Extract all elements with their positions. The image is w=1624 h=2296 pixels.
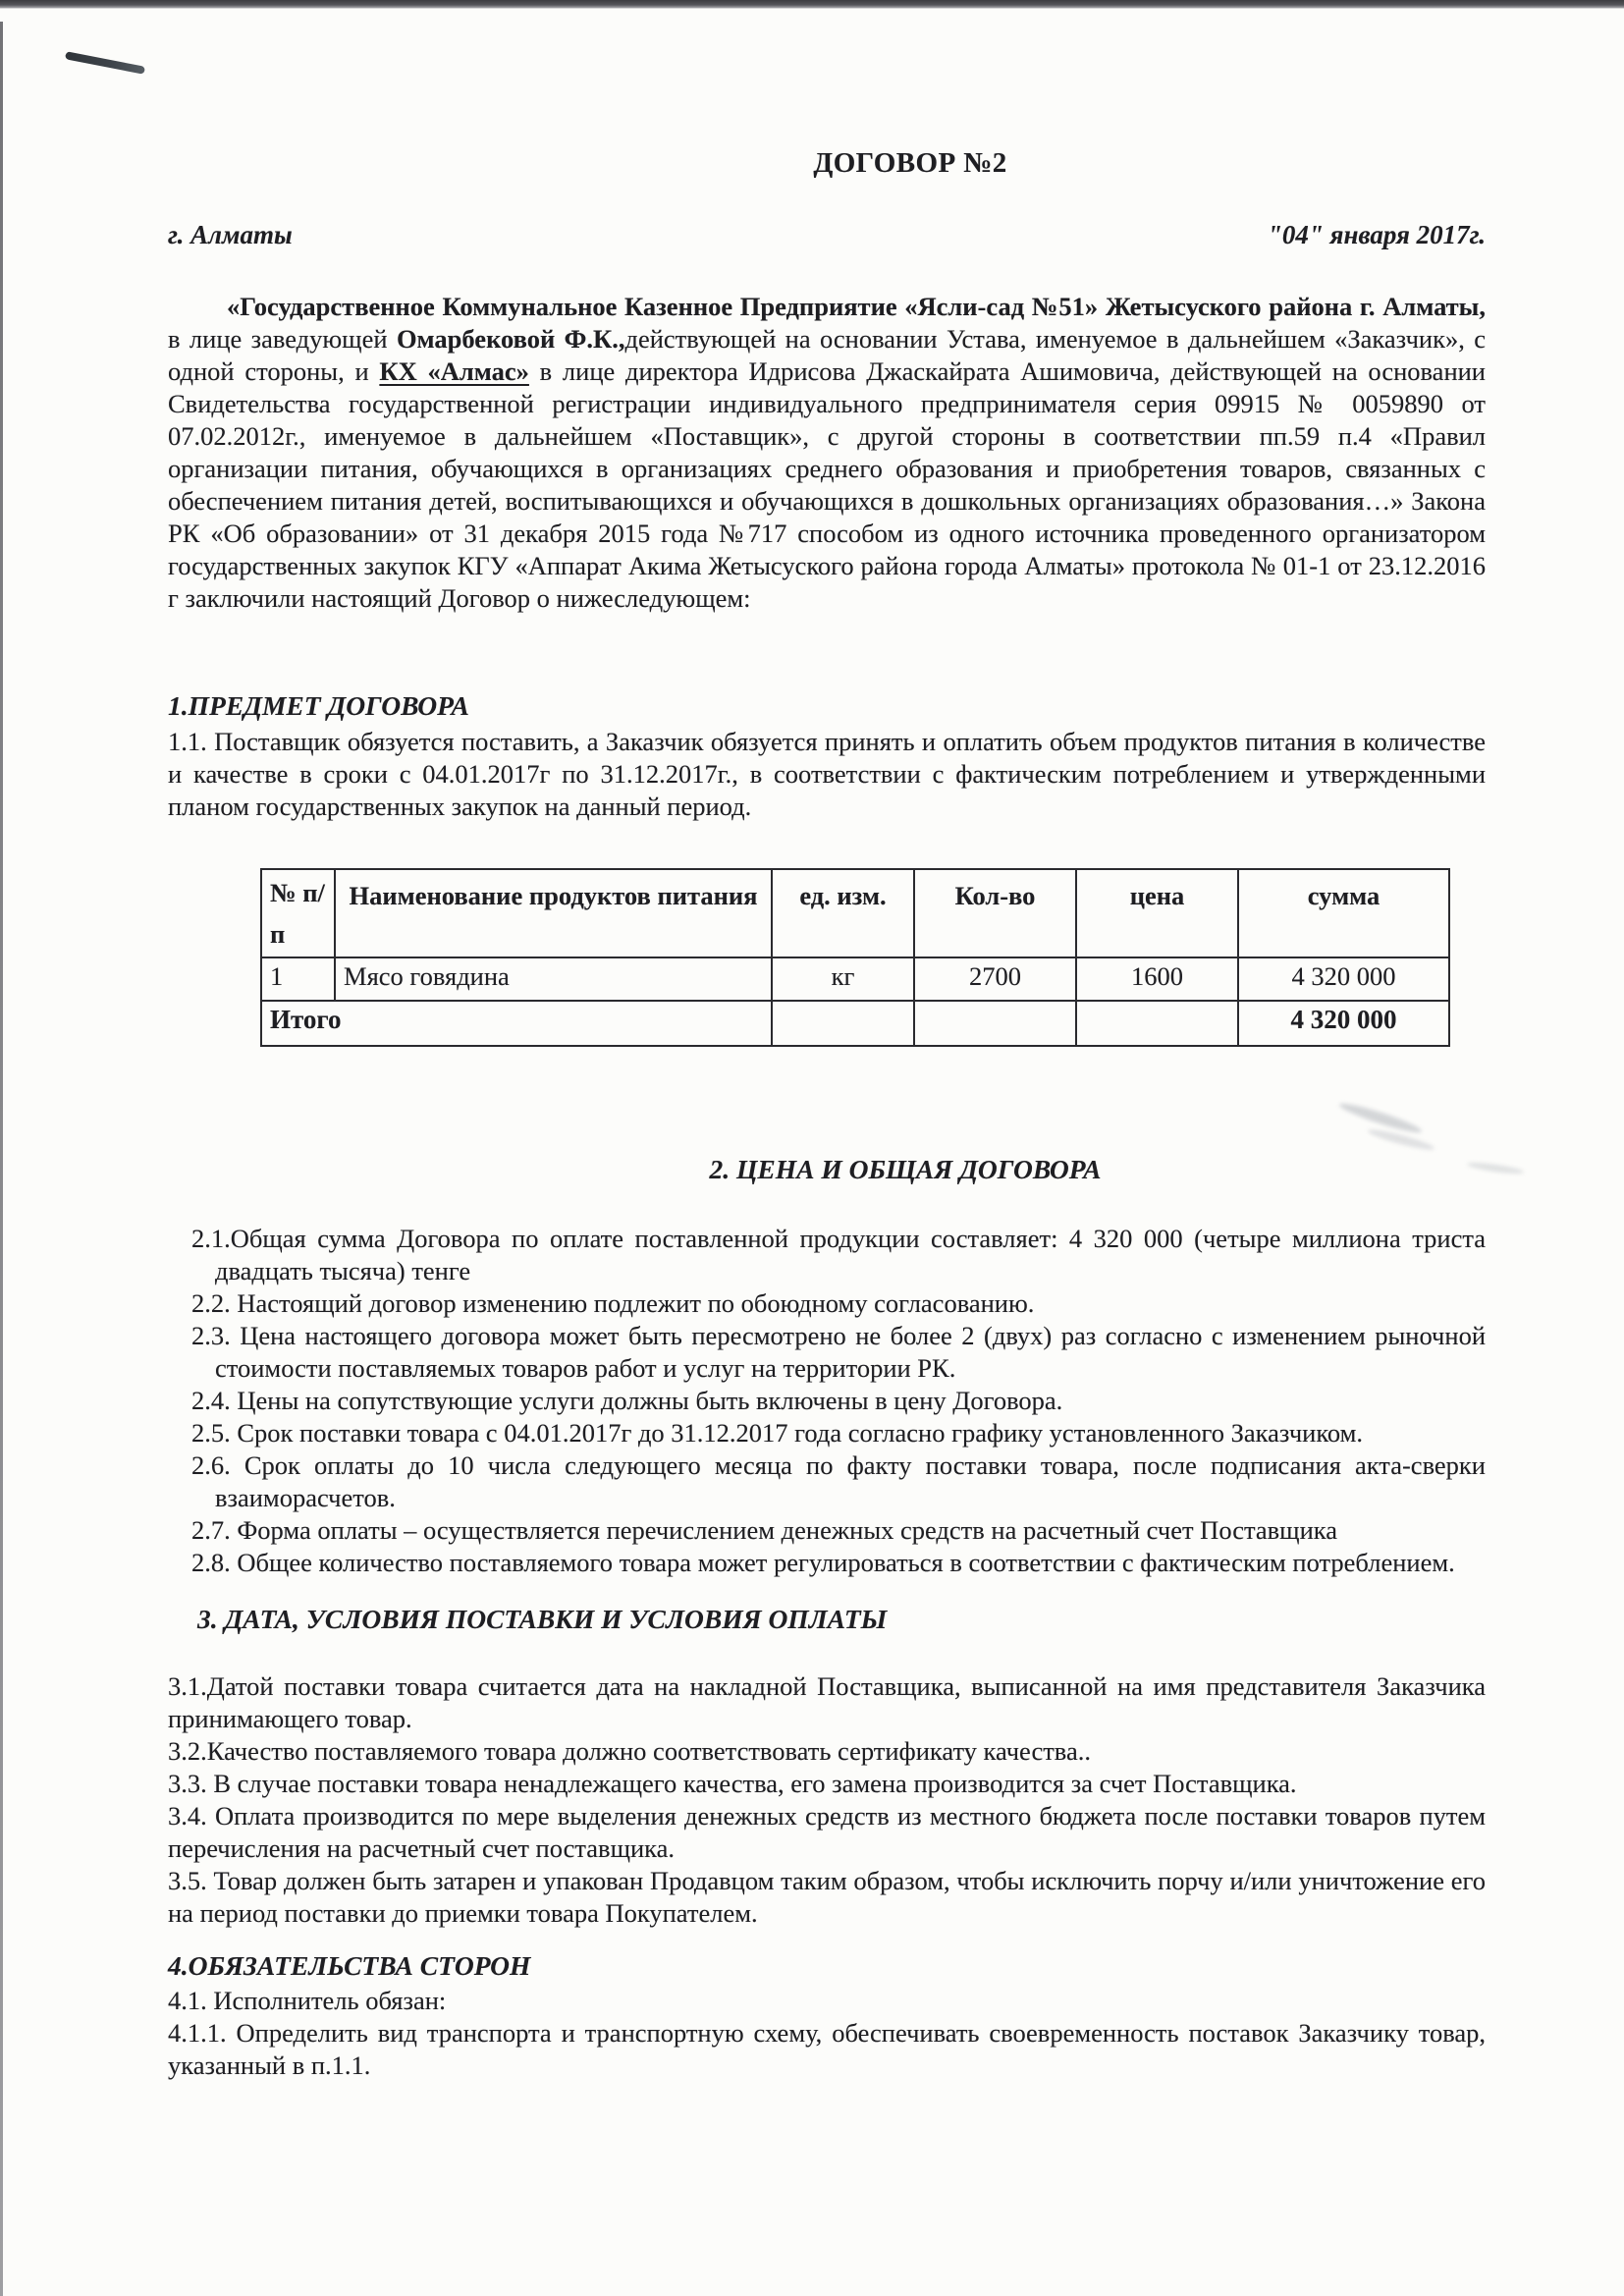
cell-sum: 4 320 000 bbox=[1238, 957, 1449, 1001]
col-header-price: цена bbox=[1076, 869, 1238, 957]
document-title: ДОГОВОР №2 bbox=[813, 147, 1007, 179]
date-label: "04" января 2017г. bbox=[1267, 220, 1486, 249]
clause-text: Общая сумма Договора по оплате поставленной продукции составляет: 4 320 000 (четыре миллиона триста двадцать тысяча) тенге bbox=[215, 1224, 1486, 1285]
cell-price: 1600 bbox=[1076, 957, 1238, 1001]
col-header-qty: Кол-во bbox=[914, 869, 1076, 957]
table-total-row bbox=[261, 1001, 1449, 1046]
section-2-heading: 2. ЦЕНА И ОБЩАЯ ДОГОВОРА bbox=[709, 1154, 1102, 1184]
clause-text: Срок оплаты до 10 числа следующего месяца по факту поставки товара, после подписания акта-сверки взаиморасчетов. bbox=[215, 1450, 1486, 1512]
section-1-heading: 1.ПРЕДМЕТ ДОГОВОРА bbox=[168, 690, 469, 721]
total-empty-price bbox=[1076, 1001, 1238, 1046]
clause-number: 2.7. bbox=[191, 1515, 231, 1545]
cell-num: 1 bbox=[261, 957, 335, 1001]
total-sum: 4 320 000 bbox=[1238, 1001, 1449, 1046]
section-2-clauses bbox=[191, 1223, 1486, 1579]
clause-2-1 bbox=[191, 1223, 1486, 1287]
clause-2-3 bbox=[191, 1320, 1486, 1385]
preamble-paragraph bbox=[168, 291, 1486, 615]
clause-text: Форма оплаты – осуществляется перечислением денежных средств на расчетный счет Поставщика bbox=[230, 1515, 1337, 1545]
clause-number: 2.4. bbox=[191, 1386, 231, 1415]
section-3-clauses bbox=[168, 1670, 1486, 1930]
clause-4-1-1: 4.1.1. Определить вид транспорта и транспортную схему, обеспечивать своевременность поставок Заказчику товар, указанный в п.1.1. bbox=[168, 2018, 1486, 2080]
table-header-row bbox=[261, 869, 1449, 957]
clause-2-6 bbox=[191, 1449, 1486, 1514]
clause-text: Общее количество поставляемого товара может регулироваться в соответствии с фактическим потреблением. bbox=[230, 1548, 1455, 1577]
col-header-sum: сумма bbox=[1238, 869, 1449, 957]
preamble-seg-2: действующей на основании Устава, именуемое в дальнейшем «Заказчик», с одной стороны, и bbox=[168, 324, 1486, 386]
document-body bbox=[168, 0, 1486, 2082]
table-row bbox=[261, 957, 1449, 1001]
clause-3-5: 3.5. Товар должен быть затарен и упакован Продавцом таким образом, чтобы исключить порчу и/или уничтожение его на период поставки до приемки товара Покупателем. bbox=[168, 1866, 1486, 1928]
clause-3-2: 3.2.Качество поставляемого товара должно соответствовать сертификату качества.. bbox=[168, 1736, 1091, 1766]
products-table bbox=[260, 868, 1450, 1047]
clause-4-1: 4.1. Исполнитель обязан: bbox=[168, 1986, 447, 2015]
clause-number: 2.8. bbox=[191, 1548, 231, 1577]
pen-mark bbox=[65, 51, 145, 74]
col-header-num: № п/п bbox=[261, 869, 335, 957]
cell-qty: 2700 bbox=[914, 957, 1076, 1001]
clause-number: 2.2. bbox=[191, 1288, 231, 1318]
clause-3-3: 3.3. В случае поставки товара ненадлежащего качества, его замена производится за счет Поставщика. bbox=[168, 1769, 1297, 1798]
clause-3-1: 3.1.Датой поставки товара считается дата на накладной Поставщика, выписанной на имя представителя Заказчика принимающего товар. bbox=[168, 1671, 1486, 1733]
section-3-heading: 3. ДАТА, УСЛОВИЯ ПОСТАВКИ И УСЛОВИЯ ОПЛАТЫ bbox=[197, 1604, 888, 1634]
clause-1-1: 1.1. Поставщик обязуется поставить, а Заказчик обязуется принять и оплатить объем продуктов питания в количестве и качестве в сроки с 04.01.2017г по 31.12.2017г., в соответствии с фактическим потреблением и утвержденными планом государственных закупок на данный период. bbox=[168, 727, 1486, 821]
clause-2-4 bbox=[191, 1385, 1486, 1417]
cell-name: Мясо говядина bbox=[335, 957, 772, 1001]
customer-head-name: Омарбековой Ф.К., bbox=[396, 324, 625, 354]
clause-number: 2.1. bbox=[191, 1224, 231, 1253]
preamble-seg-1: в лице заведующей bbox=[168, 324, 397, 354]
col-header-unit: ед. изм. bbox=[772, 869, 914, 957]
customer-name: «Государственное Коммунальное Казенное Предприятие «Ясли-сад №51» Жетысуского района г. Алматы, bbox=[227, 292, 1486, 321]
total-empty-qty bbox=[914, 1001, 1076, 1046]
place-date-row bbox=[168, 219, 1486, 251]
col-header-name: Наименование продуктов питания bbox=[335, 869, 772, 957]
clause-text: Цены на сопутствующие услуги должны быть включены в цену Договора. bbox=[230, 1386, 1063, 1415]
clause-3-4: 3.4. Оплата производится по мере выделения денежных средств из местного бюджета после поставки товаров путем перечисления на расчетный счет поставщика. bbox=[168, 1801, 1486, 1863]
clause-2-7 bbox=[191, 1514, 1486, 1547]
clause-text: Срок поставки товара с 04.01.2017г до 31.12.2017 года согласно графику установленного Заказчиком. bbox=[230, 1418, 1364, 1448]
supplier-name: КХ «Алмас» bbox=[379, 356, 529, 386]
clause-2-8 bbox=[191, 1547, 1486, 1579]
clause-text: Настоящий договор изменению подлежит по обоюдному согласованию. bbox=[230, 1288, 1035, 1318]
total-label: Итого bbox=[261, 1001, 772, 1046]
section-4-heading: 4.ОБЯЗАТЕЛЬСТВА СТОРОН bbox=[168, 1950, 531, 1981]
preamble-seg-3: в лице директора Идрисова Джаскайрата Ашимовича, действующей на основании Свидетельства государственной регистрации индивидуального предпринимателя серия 09915 № 0059890 от 07.02.2012г., именуемое в дальнейшем «Поставщик», с другой стороны в соответствии пп.59 п.4 «Правил организации питания, обучающихся в организациях среднего образования и приобретения товаров, связанных с обеспечением питания детей, воспитывающихся и обучающихся в дошкольных организациях образования…» Закона РК «Об образовании» от 31 декабря 2015 года №717 способом из одного источника проведенного организатором государственных закупок КГУ «Аппарат Акима Жетысуского района города Алматы» протокола № 01-1 от 23.12.2016 г заключили настоящий Договор о нижеследующем: bbox=[168, 356, 1486, 613]
clause-number: 2.3. bbox=[191, 1321, 231, 1350]
city-label: г. Алматы bbox=[168, 220, 293, 249]
scan-edge-left bbox=[0, 22, 3, 2296]
cell-unit: кг bbox=[772, 957, 914, 1001]
total-empty-unit bbox=[772, 1001, 914, 1046]
section-4-clauses bbox=[168, 1985, 1486, 2082]
clause-number: 2.5. bbox=[191, 1418, 231, 1448]
clause-2-5 bbox=[191, 1417, 1486, 1449]
clause-2-2 bbox=[191, 1287, 1486, 1320]
clause-number: 2.6. bbox=[191, 1450, 231, 1480]
clause-text: Цена настоящего договора может быть пересмотрено не более 2 (двух) раз согласно с изменением рыночной стоимости поставляемых товаров работ и услуг на территории РК. bbox=[215, 1321, 1486, 1383]
